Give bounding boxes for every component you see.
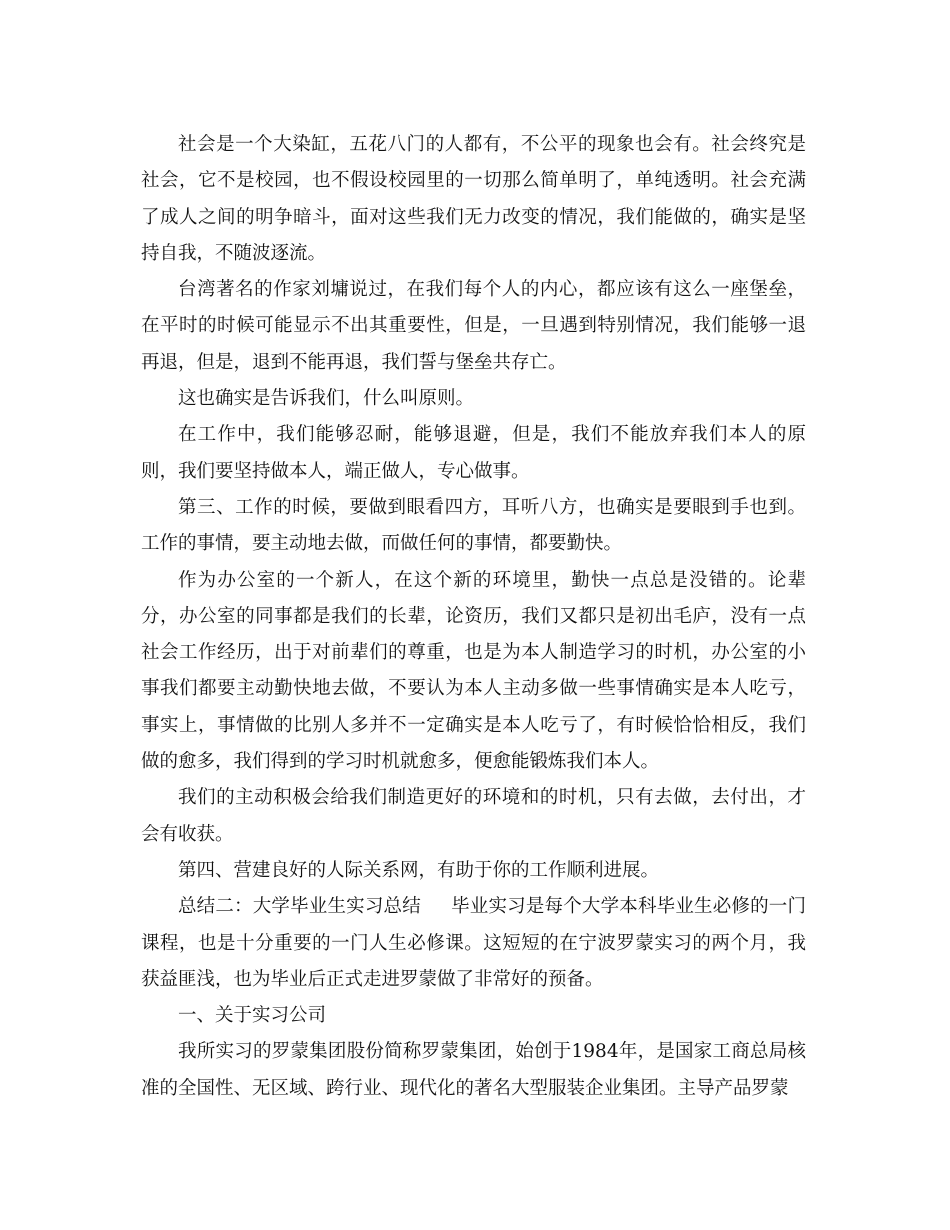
summary-paragraph [141,889,806,998]
paragraph: 第三、工作的时候，要做到眼看四方，耳听八方，也确实是要眼到手也到。工作的事情，要主动地去做，而做任何的事情，都要勤快。 [141,496,806,555]
paragraph: 在工作中，我们能够忍耐，能够退避，但是，我们不能放弃我们本人的原则，我们要坚持做本人，端正做人，专心做事。 [141,424,806,482]
document-body [141,127,806,1107]
paragraph: 作为办公室的一个新人，在这个新的环境里，勤快一点总是没错的。论辈分，办公室的同事都是我们的长辈，论资历，我们又都只是初出毛庐，没有一点社会工作经历，出于对前辈们的尊重，也是为本人制造学习的时机，办公室的小事我们都要主动勤快地去做，不要认为本人主动多做一些事情确实是本人吃亏，事实上，事情做的比别人多并不一定确实是本人吃亏了，有时候恰恰相反，我们做的愈多，我们得到的学习时机就愈多，便愈能锻炼我们本人。 [141,569,806,773]
section-heading: 一、关于实习公司 [178,1005,327,1027]
paragraph: 这也确实是告诉我们，什么叫原则。 [178,388,475,410]
paragraph: 我们的主动积极会给我们制造更好的环境和的时机，只有去做，去付出，才会有收获。 [141,787,806,845]
summary-body: 毕业实习是每个大学本科毕业生必修的一门课程，也是十分重要的一门人生必修课。这短短的在宁波罗蒙实习的两个月，我获益匪浅，也为毕业后正式走进罗蒙做了非常好的预备。 [141,896,806,990]
paragraph: 第四、营建良好的人际关系网，有助于你的工作顺利进展。 [178,859,660,881]
paragraph: 台湾著名的作家刘墉说过，在我们每个人的内心，都应该有这么一座堡垒，在平时的时候可能显示不出其重要性，但是，一旦遇到特别情况，我们能够一退再退，但是，退到不能再退，我们誓与堡垒共存亡。 [141,279,806,373]
paragraph: 社会是一个大染缸，五花八门的人都有，不公平的现象也会有。社会终究是社会，它不是校园，也不假设校园里的一切那么简单明了，单纯透明。社会充满了成人之间的明争暗斗，面对这些我们无力改变的情况，我们能做的，确实是坚持自我，不随波逐流。 [141,134,806,264]
paragraph: 我所实习的罗蒙集团股份简称罗蒙集团，始创于1984年，是国家工商总局核准的全国性、无区域、跨行业、现代化的著名大型服装企业集团。主导产品罗蒙 [141,1041,806,1099]
summary-heading: 总结二：大学毕业生实习总结 [178,896,421,918]
